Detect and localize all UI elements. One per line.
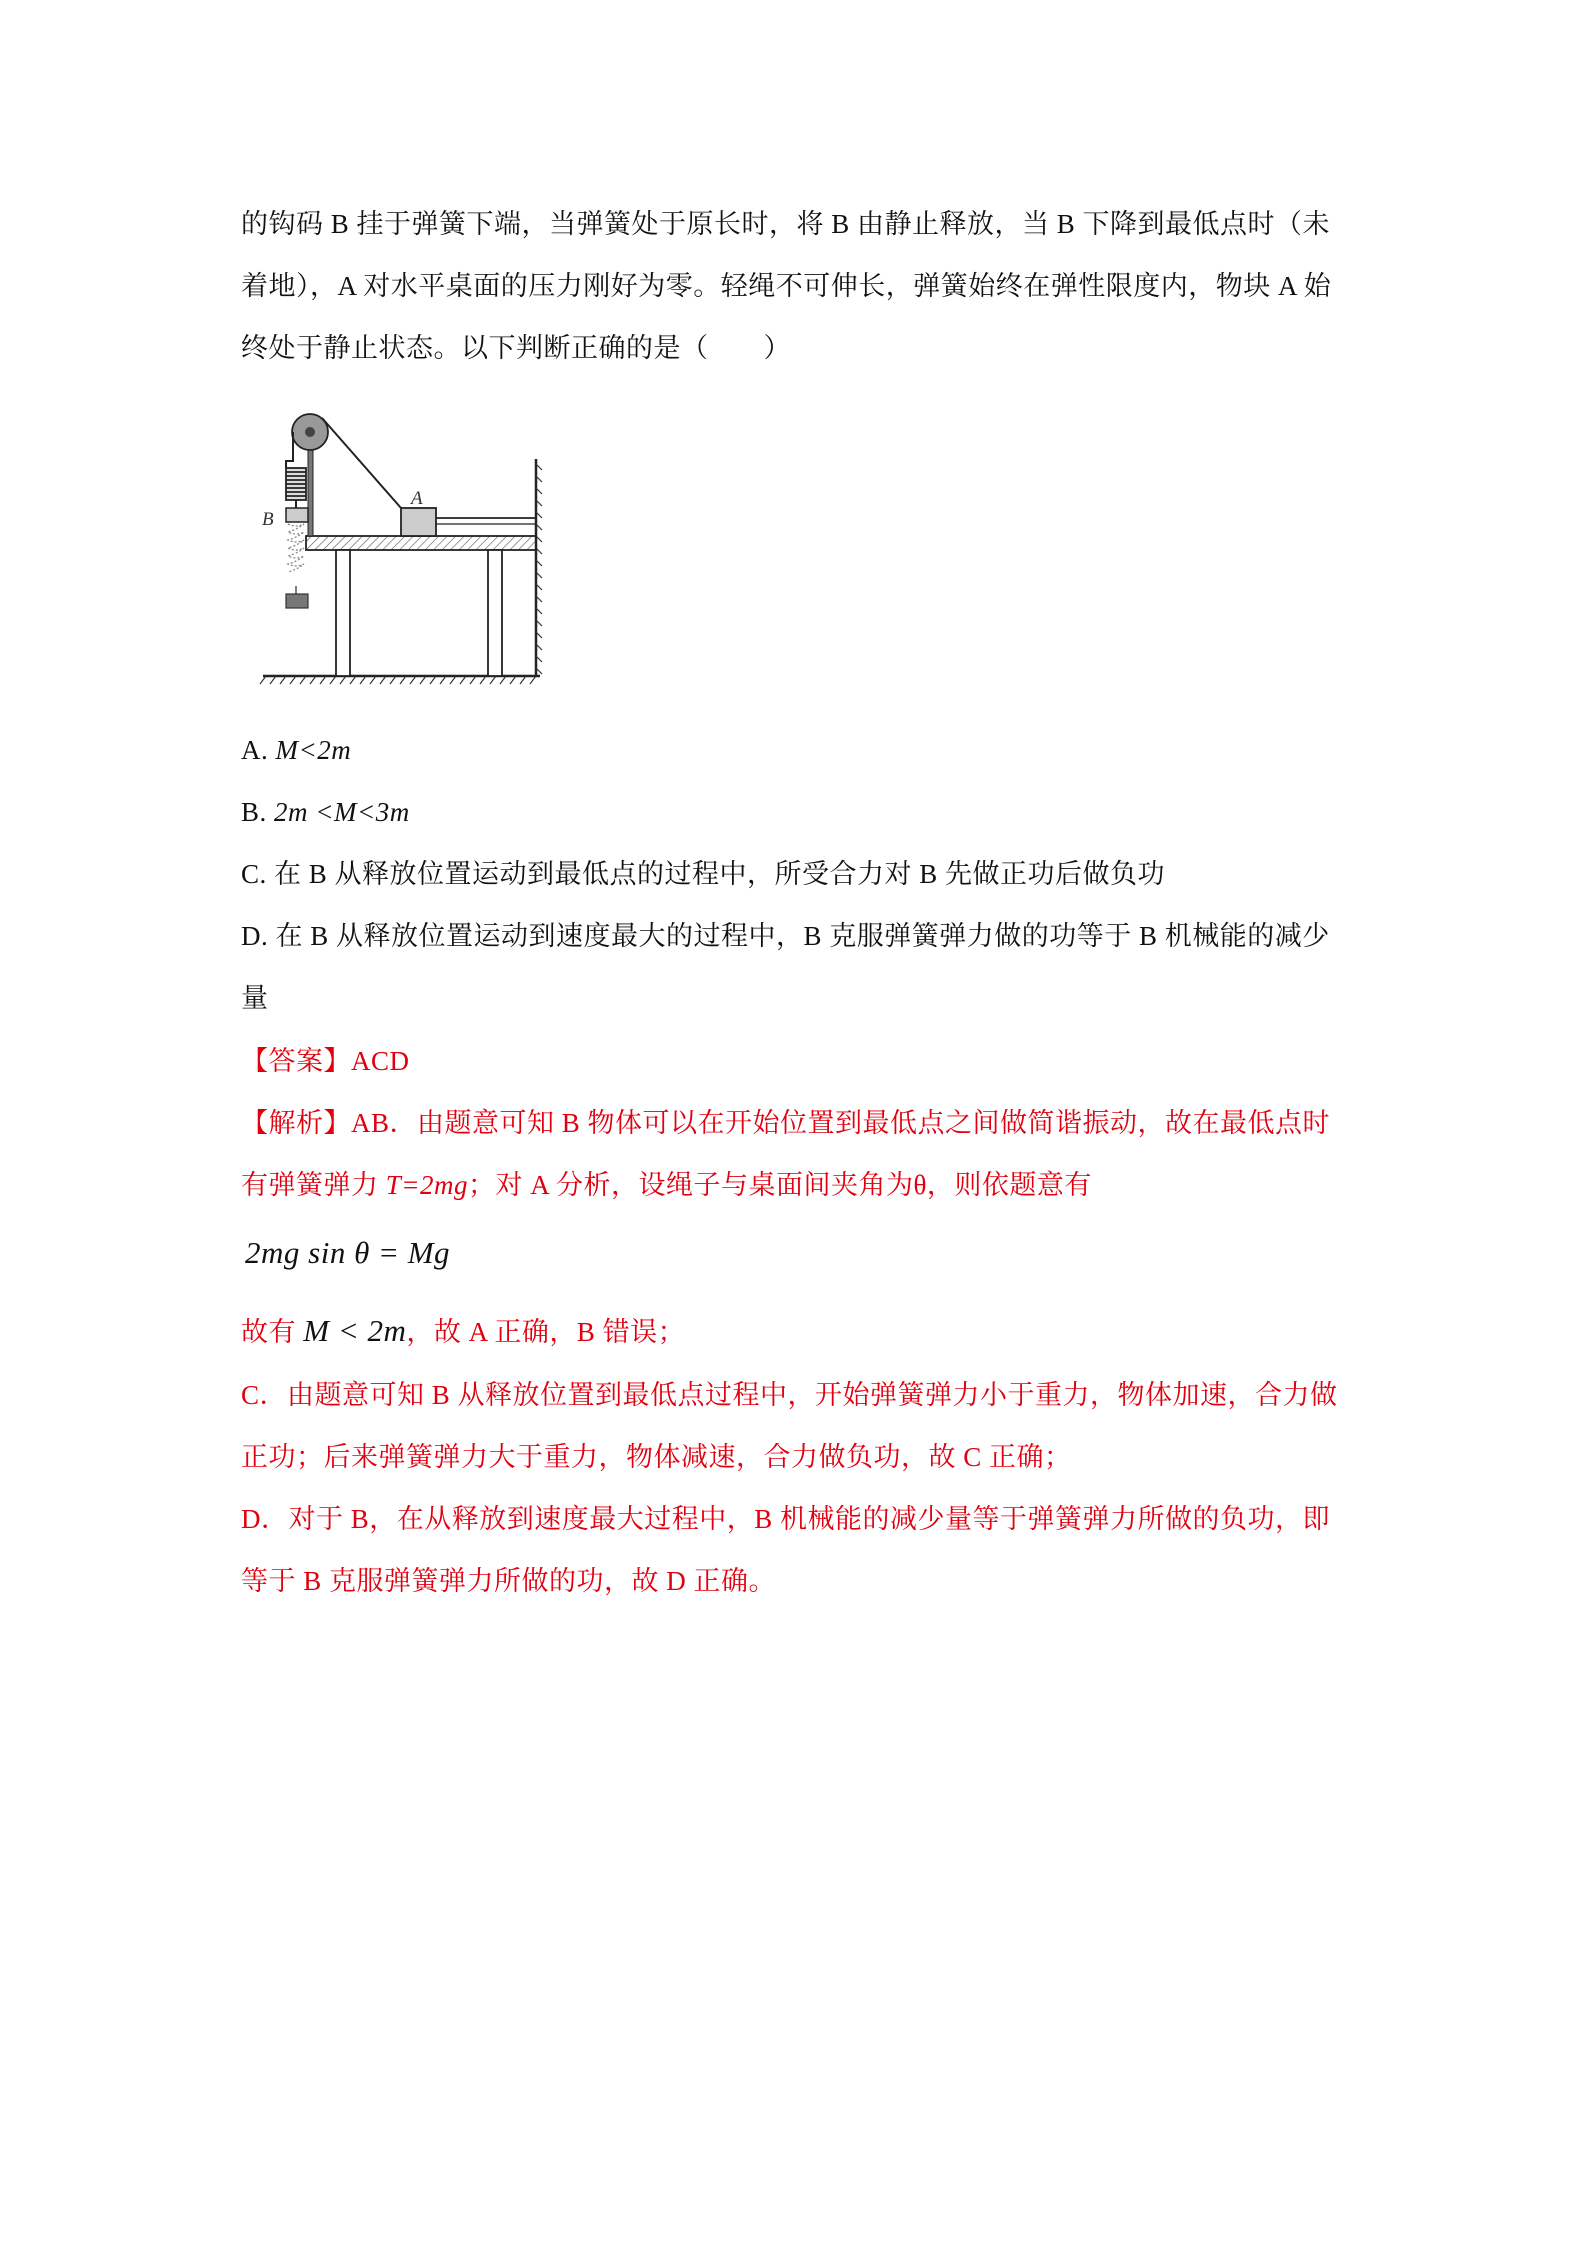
option-C: C. 在 B 从释放位置运动到最低点的过程中，所受合力对 B 先做正功后做负功 — [241, 859, 1166, 889]
option-B-prefix: B. — [241, 797, 275, 827]
analysis-label: 【解析】 — [241, 1108, 351, 1139]
conclusion-post: ，故 A 正确，B 错误； — [406, 1317, 686, 1347]
physics-diagram — [248, 404, 543, 690]
option-A — [241, 732, 351, 768]
analysis-ab-post: ；对 A 分析，设绳子与桌面间夹角为θ，则依题意有 — [467, 1170, 1092, 1200]
conclusion-math: M < 2m — [303, 1313, 407, 1348]
analysis-ab-line-2 — [241, 1167, 1092, 1203]
label-A: A — [411, 488, 423, 509]
analysis-c-line-1: C．由题意可知 B 从释放位置到最低点过程中，开始弹簧弹力小于重力，物体加速，合力做 — [241, 1380, 1338, 1410]
analysis-ab-math: T=2mg — [385, 1170, 468, 1200]
option-B — [241, 794, 410, 830]
question-line-2: 着地），A 对水平桌面的压力刚好为零。轻绳不可伸长，弹簧始终在弹性限度内，物块 A 始 — [241, 271, 1332, 301]
answer-line — [241, 1043, 410, 1080]
question-line-3: 终处于静止状态。以下判断正确的是（ ） — [241, 333, 791, 363]
option-B-math: 2m <M<3m — [274, 797, 410, 827]
analysis-c-line-2: 正功；后来弹簧弹力大于重力，物体减速，合力做负功，故 C 正确； — [241, 1442, 1072, 1472]
analysis-d-line-2: 等于 B 克服弹簧弹力所做的功，故 D 正确。 — [241, 1566, 777, 1596]
analysis-ab-line-1 — [241, 1105, 1330, 1142]
question-line-1: 的钩码 B 挂于弹簧下端，当弹簧处于原长时，将 B 由静止释放，当 B 下降到最低点时（未 — [241, 209, 1331, 239]
analysis-d-line-1: D．对于 B，在从释放到速度最大过程中，B 机械能的减少量等于弹簧弹力所做的负功，即 — [241, 1504, 1331, 1534]
option-A-math: M<2m — [275, 735, 352, 765]
answer-label: 【答案】 — [241, 1046, 351, 1077]
pulley-spring-table-icon — [248, 404, 543, 690]
analysis-ab-pre: 有弹簧弹力 — [241, 1170, 386, 1200]
label-B: B — [262, 509, 274, 530]
conclusion-pre: 故有 — [241, 1317, 304, 1347]
analysis-ab-text: AB．由题意可知 B 物体可以在开始位置到最低点之间做简谐振动，故在最低点时 — [351, 1108, 1331, 1138]
answer-value: ACD — [351, 1046, 410, 1076]
equation: 2mg sin θ = Mg — [245, 1235, 451, 1270]
option-D-line-1: D. 在 B 从释放位置运动到速度最大的过程中，B 克服弹簧弹力做的功等于 B 机械能的减少 — [241, 921, 1330, 951]
option-A-prefix: A. — [241, 735, 276, 765]
option-D-line-2: 量 — [241, 983, 269, 1013]
analysis-conclusion — [241, 1313, 685, 1350]
